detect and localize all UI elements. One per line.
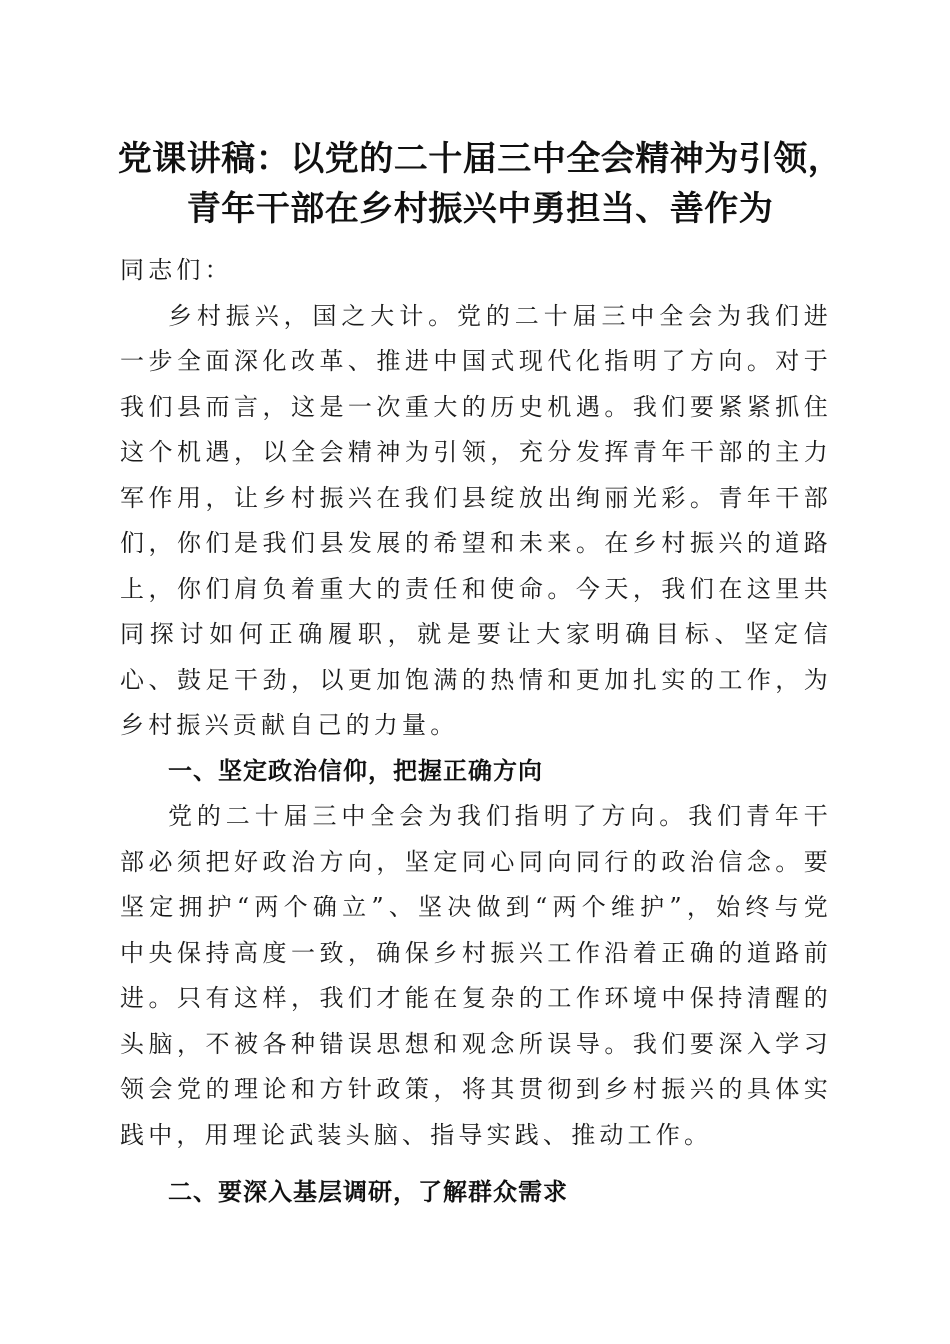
document-body (120, 248, 832, 1216)
intro-paragraph: 乡村振兴，国之大计。党的二十届三中全会为我们进一步全面深化改革、推进中国式现代化指明了方向。对于我们县而言，这是一次重大的历史机遇。我们要紧紧抓住这个机遇，以全会精神为引领，充分发挥青年干部的主力军作用，让乡村振兴在我们县绽放出绚丽光彩。青年干部们，你们是我们县发展的希望和未来。在乡村振兴的道路上，你们肩负着重大的责任和使命。今天，我们在这里共同探讨如何正确履职，就是要让大家明确目标、坚定信心、鼓足干劲，以更加饱满的热情和更加扎实的工作，为乡村振兴贡献自己的力量。 (120, 301, 832, 739)
document-title (110, 134, 850, 234)
title-line-2: 青年干部在乡村振兴中勇担当、善作为 (186, 189, 774, 229)
section-1-paragraph: 党的二十届三中全会为我们指明了方向。我们青年干部必须把好政治方向，坚定同心同向同行的政治信念。要坚定拥护“两个确立”、坚决做到“两个维护”，始终与党中央保持高度一致，确保乡村振兴工作沿着正确的道路前进。只有这样，我们才能在复杂的工作环境中保持清醒的头脑，不被各种错误思想和观念所误导。我们要深入学习领会党的理论和方针政策，将其贯彻到乡村振兴的具体实践中，用理论武装头脑、指导实践、推动工作。 (120, 802, 832, 1149)
section-heading-2: 二、要深入基层调研，了解群众需求 (168, 1178, 568, 1206)
section-heading-1: 一、坚定政治信仰，把握正确方向 (168, 756, 543, 785)
title-line-1: 党课讲稿：以党的二十届三中全会精神为引领， (117, 139, 843, 179)
salutation: 同志们： (120, 256, 233, 284)
